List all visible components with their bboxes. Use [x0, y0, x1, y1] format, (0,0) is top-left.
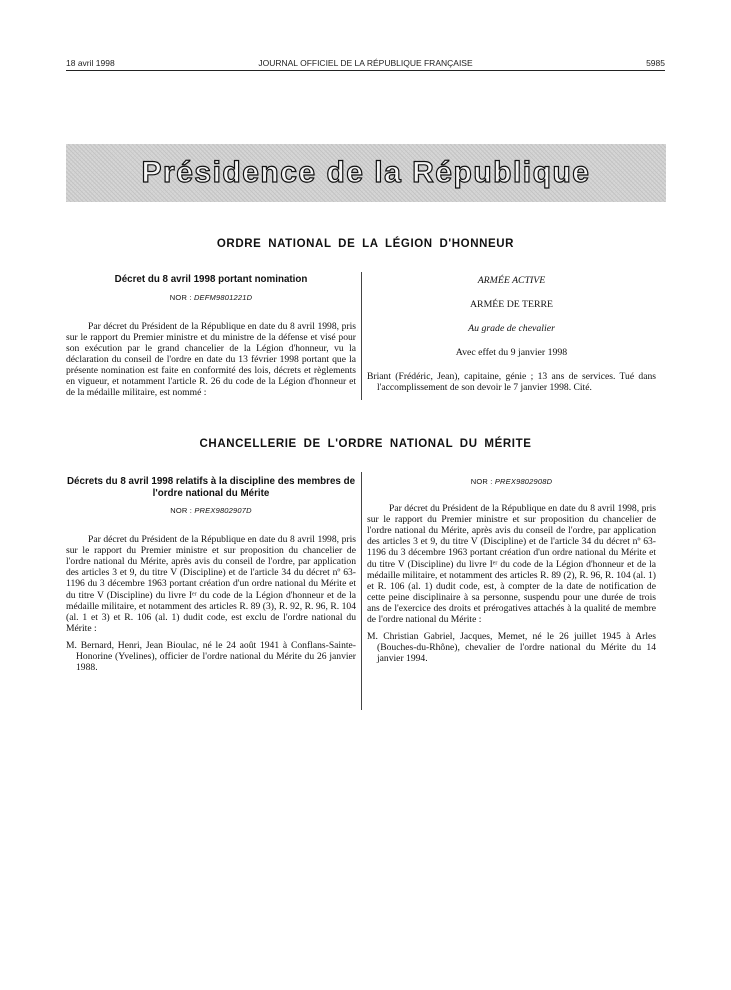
header-page-number: 5985 [646, 58, 665, 68]
banner-title: Présidence de la République [141, 156, 591, 189]
suspension-entry: M. Christian Gabriel, Jacques, Memet, né le 26 juillet 1945 à Arles (Bouches-du-Rhône), chevalier de l'ordre national du Mérite du 14 janvier 1994. [367, 631, 656, 665]
presidence-banner [66, 144, 666, 202]
column-divider [361, 472, 362, 710]
nor-code: PREX9802908D [494, 477, 553, 486]
header-journal-title: JOURNAL OFFICIEL DE LA RÉPUBLIQUE FRANÇAISE [258, 58, 473, 68]
nomination-entry: Briant (Frédéric, Jean), capitaine, génie ; 13 ans de services. Tué dans l'accomplissement de son devoir le 7 janvier 1998. Cité. [367, 371, 656, 394]
header-date: 18 avril 1998 [66, 58, 115, 68]
decret-paragraph: Par décret du Président de la République en date du 8 avril 1998, pris sur le rapport du Premier ministre et sur proposition du chancelier de l'ordre national du Mérite, après avis du conseil de l'ordre, par application des articles 3 et 9, du titre V (Discipline) et de l'article 34 du décret nº 63-1196 du 3 décembre 1963 portant création d'un ordre national du Mérite et du titre V (Discipline) du livre Iᵉʳ du code de la Légion d'honneur et de la médaille militaire, et notamment des articles R. 89 (2), R. 96, R. 104 (al. 1) et R. 106 (al. 1) dudit code, est, à compter de la date de notification de cette peine disciplinaire à sa personne, suspendu pour une durée de trois ans de l'exercice des droits et prérogatives attachés à la qualité de membre de l'ordre national du Mérite : [367, 503, 656, 626]
nor-label: NOR : [470, 477, 493, 486]
header-rule [66, 70, 665, 71]
nor-reference [367, 476, 656, 487]
nor-reference [66, 292, 356, 303]
nor-code: PREX9802907D [194, 506, 252, 515]
section2-left-column [66, 476, 356, 673]
decret-title: Décret du 8 avril 1998 portant nomination [114, 274, 308, 285]
decret-title: Décrets du 8 avril 1998 relatifs à la discipline des membres de l'ordre national du Mérite [66, 476, 356, 499]
decret-paragraph: Par décret du Président de la République en date du 8 avril 1998, pris sur le rapport du Premier ministre et du ministre de la défense et visé pour son exécution par le grand chancelier de la Légion d'honneur, vu la déclaration du conseil de l'ordre en date du 13 février 1998 portant que la présente nomination est faite en conformité des lois, décrets et règlements en vigueur, et notamment l'article R. 26 du code de la Légion d'honneur et de la médaille militaire, est nommé : [66, 320, 356, 399]
nor-code: DEFM9801221D [193, 292, 253, 302]
effet-date: Avec effet du 9 janvier 1998 [455, 347, 568, 359]
grade-heading: Au grade de chevalier [468, 323, 555, 335]
nor-reference [66, 505, 356, 516]
nor-label: NOR : [169, 292, 192, 302]
armee-de-terre-heading: ARMÉE DE TERRE [469, 299, 554, 311]
section1-right-column [367, 275, 656, 394]
section1-left-column [66, 274, 356, 404]
column-divider [361, 272, 362, 400]
exclusion-entry: M. Bernard, Henri, Jean Bioulac, né le 24 août 1941 à Conflans-Sainte-Honorine (Yvelines), officier de l'ordre national du Mérite du 26 janvier 1988. [66, 639, 356, 674]
section-title-legion-honneur: ORDRE NATIONAL DE LA LÉGION D'HONNEUR [216, 238, 515, 250]
armee-active-heading: ARMÉE ACTIVE [477, 275, 546, 286]
decret-paragraph: Par décret du Président de la République en date du 8 avril 1998, pris sur le rapport du Premier ministre et sur proposition du chancelier de l'ordre national du Mérite, après avis du conseil de l'ordre, par application des articles 3 et 9, du titre V (Discipline) et de l'article 34 du décret nº 63-1196 du 3 décembre 1963 portant création d'un ordre national du Mérite et du titre V (Discipline) du livre Iᵉʳ du code de la Légion d'honneur et de la médaille militaire, et notamment des articles R. 89 (3), R. 92, R. 96, R. 104 (al. 1 et 3) et R. 106 (al. 1) dudit code, est exclu de l'ordre national du Mérite : [66, 534, 356, 634]
section2-right-column [367, 476, 656, 664]
section-title-ordre-merite: CHANCELLERIE DE L'ORDRE NATIONAL DU MÉRITE [199, 438, 532, 450]
nor-label: NOR : [170, 506, 193, 515]
